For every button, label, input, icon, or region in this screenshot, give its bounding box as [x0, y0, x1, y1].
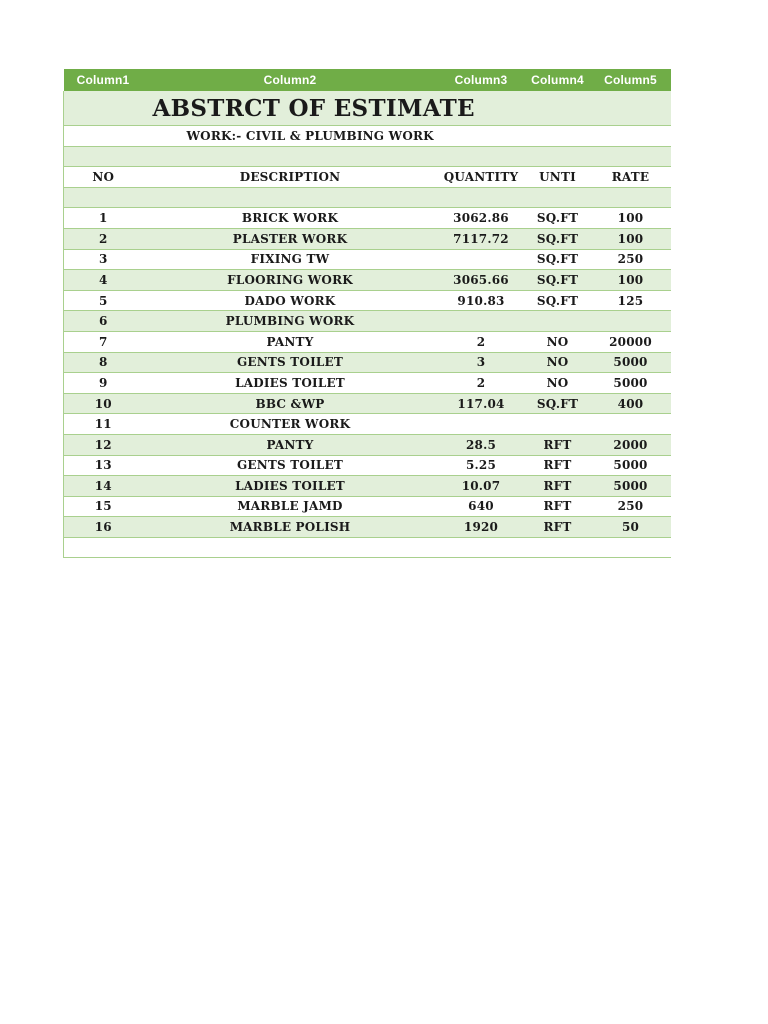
subtitle-cell-empty[interactable] — [64, 126, 143, 147]
table-row — [64, 476, 671, 497]
cell-no[interactable]: 2 — [64, 228, 143, 249]
header-unit[interactable]: UNTI — [525, 167, 591, 188]
cell-description[interactable]: GENTS TOILET — [143, 352, 438, 373]
column-header-row — [64, 69, 671, 91]
cell-rate[interactable]: 5000 — [591, 373, 671, 394]
cell-no[interactable]: 9 — [64, 373, 143, 394]
column-header-3[interactable]: Column3 — [438, 69, 525, 91]
cell-description[interactable]: MARBLE POLISH — [143, 517, 438, 538]
table-row — [64, 496, 671, 517]
table-row — [64, 228, 671, 249]
cell-quantity[interactable]: 3 — [438, 352, 525, 373]
cell-unit[interactable]: RFT — [525, 455, 591, 476]
cell-rate[interactable]: 100 — [591, 228, 671, 249]
field-header-row — [64, 167, 671, 188]
cell-unit[interactable]: SQ.FT — [525, 290, 591, 311]
empty-row — [64, 187, 671, 208]
table-row — [64, 331, 671, 352]
cell-description[interactable]: PLUMBING WORK — [143, 311, 438, 332]
cell-quantity[interactable]: 117.04 — [438, 393, 525, 414]
cell-quantity[interactable]: 28.5 — [438, 434, 525, 455]
cell-unit[interactable]: RFT — [525, 476, 591, 497]
column-header-5[interactable]: Column5 — [591, 69, 671, 91]
cell-unit[interactable]: RFT — [525, 496, 591, 517]
cell-unit[interactable]: NO — [525, 352, 591, 373]
cell-description[interactable]: LADIES TOILET — [143, 476, 438, 497]
cell-no[interactable]: 16 — [64, 517, 143, 538]
table-row — [64, 517, 671, 538]
cell-quantity[interactable]: 3062.86 — [438, 208, 525, 229]
cell-rate[interactable]: 100 — [591, 208, 671, 229]
cell-no[interactable]: 15 — [64, 496, 143, 517]
header-quantity[interactable]: QUANTITY — [438, 167, 525, 188]
cell-unit[interactable]: RFT — [525, 434, 591, 455]
cell-no[interactable]: 3 — [64, 249, 143, 270]
cell-quantity[interactable]: 2 — [438, 331, 525, 352]
cell-no[interactable]: 11 — [64, 414, 143, 435]
cell-rate[interactable]: 50 — [591, 517, 671, 538]
cell-no[interactable]: 13 — [64, 455, 143, 476]
empty-cell[interactable] — [143, 537, 438, 558]
cell-quantity[interactable]: 10.07 — [438, 476, 525, 497]
cell-no[interactable]: 8 — [64, 352, 143, 373]
cell-quantity[interactable]: 1920 — [438, 517, 525, 538]
table-row — [64, 352, 671, 373]
cell-description[interactable]: LADIES TOILET — [143, 373, 438, 394]
cell-no[interactable]: 1 — [64, 208, 143, 229]
work-subtitle[interactable]: WORK:- CIVIL & PLUMBING WORK — [143, 126, 671, 147]
cell-description[interactable]: FLOORING WORK — [143, 270, 438, 291]
cell-rate[interactable]: 20000 — [591, 331, 671, 352]
cell-rate[interactable]: 250 — [591, 249, 671, 270]
table-row — [64, 455, 671, 476]
cell-unit[interactable]: NO — [525, 331, 591, 352]
cell-no[interactable]: 14 — [64, 476, 143, 497]
cell-no[interactable]: 10 — [64, 393, 143, 414]
cell-unit[interactable]: SQ.FT — [525, 270, 591, 291]
cell-description[interactable]: MARBLE JAMD — [143, 496, 438, 517]
cell-description[interactable]: PANTY — [143, 331, 438, 352]
cell-rate[interactable] — [591, 414, 671, 435]
cell-rate[interactable]: 2000 — [591, 434, 671, 455]
cell-no[interactable]: 5 — [64, 290, 143, 311]
cell-quantity[interactable]: 7117.72 — [438, 228, 525, 249]
header-no[interactable]: NO — [64, 167, 143, 188]
header-rate[interactable]: RATE — [591, 167, 671, 188]
empty-cell[interactable] — [438, 146, 525, 167]
cell-description[interactable]: BRICK WORK — [143, 208, 438, 229]
column-header-4[interactable]: Column4 — [525, 69, 591, 91]
table-row — [64, 373, 671, 394]
cell-description[interactable]: PANTY — [143, 434, 438, 455]
cell-description[interactable]: DADO WORK — [143, 290, 438, 311]
cell-no[interactable]: 12 — [64, 434, 143, 455]
cell-unit[interactable]: RFT — [525, 517, 591, 538]
empty-cell[interactable] — [64, 537, 143, 558]
cell-quantity[interactable]: 640 — [438, 496, 525, 517]
table-row — [64, 290, 671, 311]
document-title[interactable]: ABSTRCT OF ESTIMATE — [143, 91, 671, 126]
cell-rate[interactable]: 400 — [591, 393, 671, 414]
empty-cell[interactable] — [525, 537, 591, 558]
cell-quantity[interactable] — [438, 414, 525, 435]
empty-row — [64, 146, 671, 167]
empty-cell[interactable] — [143, 187, 438, 208]
title-cell-empty[interactable] — [64, 91, 143, 126]
empty-cell[interactable] — [591, 146, 671, 167]
cell-rate[interactable]: 100 — [591, 270, 671, 291]
cell-rate[interactable]: 5000 — [591, 352, 671, 373]
empty-cell[interactable] — [591, 537, 671, 558]
column-header-2[interactable]: Column2 — [143, 69, 438, 91]
table-row — [64, 311, 671, 332]
cell-rate[interactable]: 125 — [591, 290, 671, 311]
cell-description[interactable]: COUNTER WORK — [143, 414, 438, 435]
estimate-sheet — [63, 69, 670, 558]
cell-no[interactable]: 7 — [64, 331, 143, 352]
cell-quantity[interactable]: 3065.66 — [438, 270, 525, 291]
cell-quantity[interactable]: 910.83 — [438, 290, 525, 311]
cell-unit[interactable]: SQ.FT — [525, 249, 591, 270]
cell-unit[interactable] — [525, 414, 591, 435]
cell-unit[interactable]: SQ.FT — [525, 208, 591, 229]
cell-description[interactable]: FIXING TW — [143, 249, 438, 270]
subtitle-row — [64, 126, 671, 147]
empty-cell[interactable] — [143, 146, 438, 167]
empty-cell[interactable] — [591, 187, 671, 208]
cell-rate[interactable]: 5000 — [591, 455, 671, 476]
estimate-table — [63, 69, 671, 558]
table-row — [64, 208, 671, 229]
empty-cell[interactable] — [64, 187, 143, 208]
cell-unit[interactable]: NO — [525, 373, 591, 394]
empty-cell[interactable] — [525, 146, 591, 167]
cell-rate[interactable] — [591, 311, 671, 332]
empty-cell[interactable] — [64, 146, 143, 167]
table-row — [64, 393, 671, 414]
cell-quantity[interactable] — [438, 311, 525, 332]
cell-no[interactable]: 6 — [64, 311, 143, 332]
empty-row — [64, 537, 671, 558]
cell-description[interactable]: PLASTER WORK — [143, 228, 438, 249]
cell-quantity[interactable] — [438, 249, 525, 270]
cell-description[interactable]: BBC &WP — [143, 393, 438, 414]
cell-quantity[interactable]: 2 — [438, 373, 525, 394]
cell-quantity[interactable]: 5.25 — [438, 455, 525, 476]
cell-unit[interactable]: SQ.FT — [525, 228, 591, 249]
empty-cell[interactable] — [438, 537, 525, 558]
cell-description[interactable]: GENTS TOILET — [143, 455, 438, 476]
empty-cell[interactable] — [438, 187, 525, 208]
cell-no[interactable]: 4 — [64, 270, 143, 291]
cell-unit[interactable] — [525, 311, 591, 332]
cell-rate[interactable]: 5000 — [591, 476, 671, 497]
table-row — [64, 434, 671, 455]
header-description[interactable]: DESCRIPTION — [143, 167, 438, 188]
table-row — [64, 414, 671, 435]
cell-rate[interactable]: 250 — [591, 496, 671, 517]
cell-unit[interactable]: SQ.FT — [525, 393, 591, 414]
empty-cell[interactable] — [525, 187, 591, 208]
title-row — [64, 91, 671, 126]
column-header-1[interactable]: Column1 — [64, 69, 143, 91]
table-row — [64, 249, 671, 270]
table-row — [64, 270, 671, 291]
